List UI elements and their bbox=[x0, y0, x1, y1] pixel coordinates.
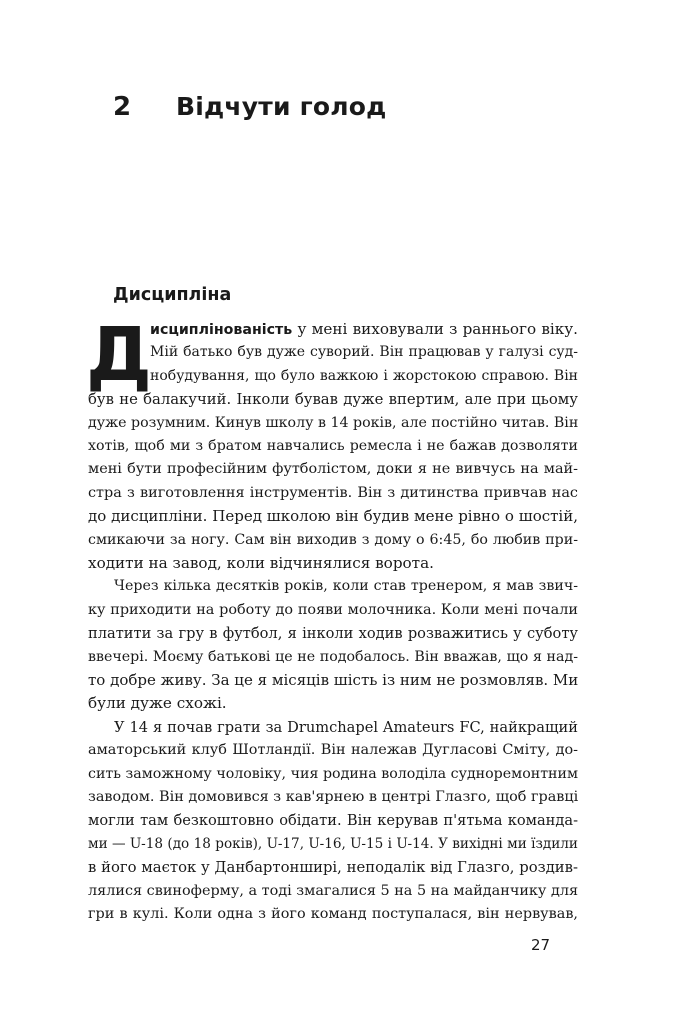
text-line: до дисципліни. Перед школою він будив мене рівно о шостій, bbox=[88, 507, 578, 526]
text-line: ходити на завод, коли відчинялися ворота. bbox=[88, 553, 434, 572]
text-line: був не балакучий. Інколи бував дуже впертим, але при цьому bbox=[88, 391, 578, 409]
text-line: то добре живу. За це я місяців шість із ним не розмовляв. Ми bbox=[88, 670, 579, 689]
text-line: лялися свиноферму, а тоді змагалися 5 на 5 на майданчику для bbox=[88, 882, 579, 899]
body-text-dropcap-lines bbox=[150, 318, 578, 388]
text-line: гри в кулі. Коли одна з його команд поступалася, він нервував, bbox=[88, 905, 578, 922]
drop-cap: Д bbox=[86, 312, 152, 398]
page-number: 27 bbox=[531, 936, 551, 954]
text-line: ввечері. Моєму батькові це не подобалось. Він вважав, що я над- bbox=[88, 648, 578, 665]
body-text-paragraph-1 bbox=[88, 388, 578, 575]
text-line: нобудування, що було важкою і жорстокою справою. Він bbox=[150, 367, 578, 384]
text-line: були дуже схожі. bbox=[88, 694, 227, 713]
text-line: хотів, щоб ми з братом навчались ремесла і не бажав дозволяти bbox=[88, 437, 578, 454]
text-line: в його маєток у Данбартонширі, неподалік від Глазго, роздив- bbox=[88, 859, 578, 877]
text-line: дуже розумним. Кинув школу в 14 років, але постійно читав. Він bbox=[88, 414, 579, 431]
text-line: У 14 я почав грати за Drumchapel Amateurs FC, найкращий bbox=[114, 718, 578, 736]
text-line: аматорський клуб Шотландії. Він належав Дугласові Сміту, до- bbox=[88, 742, 578, 759]
text-line: Мій батько був дуже суворий. Він працював у галузі суд- bbox=[150, 344, 578, 361]
text-line: Через кілька десятків років, коли став тренером, я мав звич- bbox=[114, 578, 578, 595]
text-line: ми — U-18 (до 18 років), U-17, U-16, U-15 і U-14. У вихідні ми їздили bbox=[88, 835, 578, 852]
text-line: могли там безкоштовно обідати. Він керував п'ятьма команда- bbox=[88, 812, 578, 830]
text-line: смикаючи за ногу. Сам він виходив з дому о 6:45, бо любив при- bbox=[88, 531, 578, 548]
text-line: исциплінованість у мені виховували з раннього віку. bbox=[150, 320, 578, 338]
text-line: мені бути професійним футболістом, доки я не вивчусь на май- bbox=[88, 461, 578, 478]
text-line: сить заможному чоловіку, чия родина володіла судноремонтним bbox=[88, 765, 578, 782]
text-line: платити за гру в футбол, я інколи ходив розважитись у суботу bbox=[88, 625, 578, 643]
chapter-title: Відчути голод bbox=[176, 92, 387, 121]
chapter-number: 2 bbox=[113, 92, 132, 122]
body-text-paragraph-3 bbox=[88, 716, 578, 927]
text-line: ку приходити на роботу до появи молочника. Коли мені почали bbox=[88, 601, 578, 618]
lead-word: исциплінованість bbox=[150, 322, 293, 338]
section-title: Дисципліна bbox=[113, 285, 232, 305]
text-line: стра з виготовлення інструментів. Він з дитинства привчав нас bbox=[88, 484, 578, 501]
body-text-paragraph-2 bbox=[88, 575, 578, 715]
chapter-heading bbox=[113, 92, 387, 122]
text-line: заводом. Він домовився з кав'ярнею в центрі Глазго, щоб гравці bbox=[88, 788, 579, 805]
